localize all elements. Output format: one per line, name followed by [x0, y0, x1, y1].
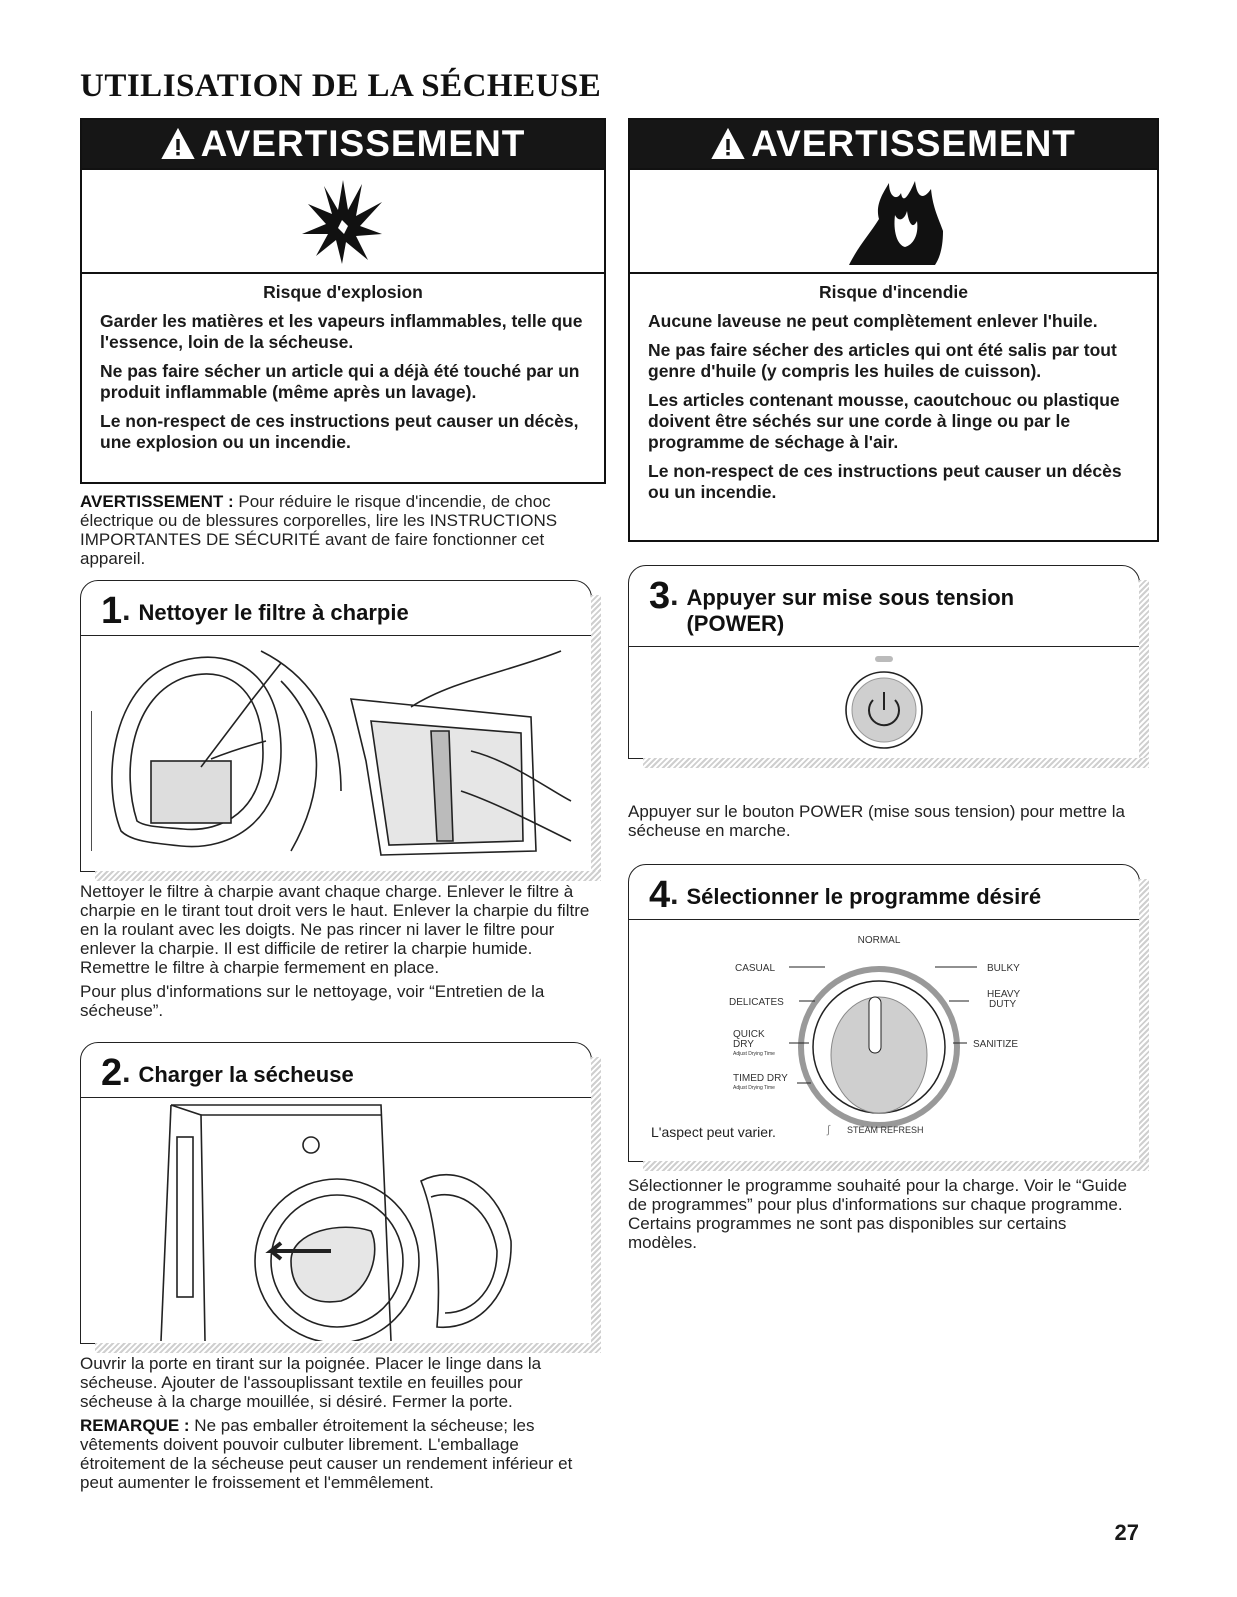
warning-header: AVERTISSEMENT: [630, 120, 1157, 170]
fire-pictogram: [630, 170, 1157, 274]
warning-text: Le non-respect de ces instructions peut causer un décès, une explosion ou un incendie.: [100, 411, 579, 452]
fire-warning-box: [628, 118, 1159, 542]
fire-icon: [839, 175, 949, 267]
dial-label-duty: DUTY: [989, 999, 1017, 1010]
note-label: REMARQUE :: [80, 1416, 190, 1435]
step-1-card: 1 . Nettoyer le filtre à charpie: [80, 580, 592, 872]
dial-label-delicates: DELICATES: [729, 997, 784, 1008]
safety-note: [80, 492, 590, 573]
warning-triangle-icon: [161, 128, 195, 160]
warning-text: Le non-respect de ces instructions peut causer un décès ou un incendie.: [648, 461, 1122, 502]
dial-label-sanitize: SANITIZE: [973, 1039, 1019, 1050]
step-number: 4: [649, 874, 671, 916]
warning-text: Aucune laveuse ne peut complètement enlever l'huile.: [648, 311, 1098, 331]
dial-label-heavy: HEAVY: [987, 989, 1021, 1000]
step-2-text: Ouvrir la porte en tirant sur la poignée. Placer le linge dans la sécheuse. Ajouter de l'assouplissant textile en feuilles pour sécheuse à la charge mouillée, si désiré. Fermer la porte. REMARQUE : Ne pas emballer étroitement la sécheuse; les vêtements doivent pouvoir culbuter librement. L'emballage étroitement de la sécheuse peut causer un rendement inférieur et peut aumenter le froissement et l'emmêlement.: [80, 1354, 573, 1492]
dial-label-casual: CASUAL: [735, 963, 776, 974]
explosion-pictogram: [82, 170, 604, 274]
step-title: Nettoyer le filtre à charpie: [138, 600, 409, 625]
safety-note-text: Pour réduire le risque d'incendie, de choc électrique ou de blessures corporelles, lire les INSTRUCTIONS IMPORTANTES DE SÉCURITÉ avant de faire fonctionner cet appareil.: [80, 492, 558, 568]
step-1-text: Nettoyer le filtre à charpie avant chaque charge. Enlever le filtre à charpie en le tirant tout droit vers le haut. Enlever la charpie du filtre en la roulant avec les doigts. Ne pas rincer ni laver le filtre pour enlever la charpie. Il est difficile de retirer la charpie humide. Remettre le filtre à charpie fermement en place. Pour plus d'informations sur le nettoyage, voir “Entretien de la sécheuse”.: [80, 882, 590, 1020]
step-3-text: Appuyer sur le bouton POWER (mise sous tension) pour mettre la sécheuse en marche.: [628, 802, 1125, 840]
page-title: UTILISATION DE LA SÉCHEUSE: [80, 68, 602, 104]
dial-label-timed-dry: TIMED DRY: [733, 1073, 788, 1084]
safety-note-label: AVERTISSEMENT :: [80, 492, 234, 511]
dial-label-normal: NORMAL: [857, 935, 901, 946]
dial-label-adjust-time: Adjust Drying Time: [733, 1085, 775, 1091]
dial-label-dry: DRY: [733, 1039, 754, 1050]
dial-label-bulky: BULKY: [987, 963, 1020, 974]
step-title: Appuyer sur mise sous tension: [686, 585, 1015, 610]
warning-risk-title: Risque d'incendie: [818, 282, 969, 302]
warning-text: Garder les matières et les vapeurs inflammables, telle que l'essence, loin de la sécheuse.: [100, 311, 583, 352]
warning-triangle-icon: [711, 128, 745, 160]
page-number: 27: [1114, 1520, 1139, 1545]
caption-appearance-may-vary: L'aspect peut varier.: [651, 1124, 776, 1140]
step-number: 2: [101, 1052, 123, 1094]
step-title: Charger la sécheuse: [138, 1062, 354, 1087]
step-4-card: 4 . Sélectionner le programme désiré NORMAL CASUAL DELICATES QUICK DRY Adjust Drying Time TIMED DRY Adjust Drying Time BULKY HEAVY DUTY SANITIZE STEAM REFRESH ∫ L'aspect peut varier.: [628, 864, 1140, 1162]
power-button-illustration: [829, 654, 939, 754]
step-title: Sélectionner le programme désiré: [686, 884, 1042, 909]
step-2-card: 2 . Charger la sécheuse: [80, 1042, 592, 1344]
warning-text: Ne pas faire sécher des articles qui ont été salis par tout genre d'huile (y compris les huiles de cuisson).: [648, 340, 1117, 381]
lint-filter-illustration: [91, 641, 581, 863]
dial-label-quick: QUICK: [733, 1029, 765, 1040]
dial-label-steam-refresh: STEAM REFRESH: [847, 1125, 924, 1135]
cycle-dial-illustration: [629, 923, 1139, 1159]
step-3-card: 3 . Appuyer sur mise sous tension (POWER): [628, 565, 1140, 759]
warning-text: Les articles contenant mousse, caoutchouc ou plastique doivent être séchés sur une corde à linge ou par le programme de séchage à l'air.: [648, 390, 1120, 452]
step-number: 1: [101, 590, 123, 632]
steam-icon: ∫: [827, 1124, 831, 1136]
warning-text: Ne pas faire sécher un article qui a déjà été touché par un produit inflammable (même après un lavage).: [100, 361, 580, 402]
step-number: 3: [649, 575, 671, 617]
step-4-text: Sélectionner le programme souhaité pour la charge. Voir le “Guide de programmes” pour plus d'informations sur chaque programme. Certains programmes ne sont pas disponibles sur certains modèles.: [628, 1176, 1127, 1252]
load-dryer-illustration: [141, 1101, 561, 1341]
explosion-icon: [298, 176, 388, 266]
warning-header: AVERTISSEMENT: [82, 120, 604, 170]
warning-risk-title: Risque d'explosion: [263, 282, 423, 302]
dial-label-adjust-time: Adjust Drying Time: [733, 1051, 775, 1057]
explosion-warning-box: [80, 118, 606, 484]
